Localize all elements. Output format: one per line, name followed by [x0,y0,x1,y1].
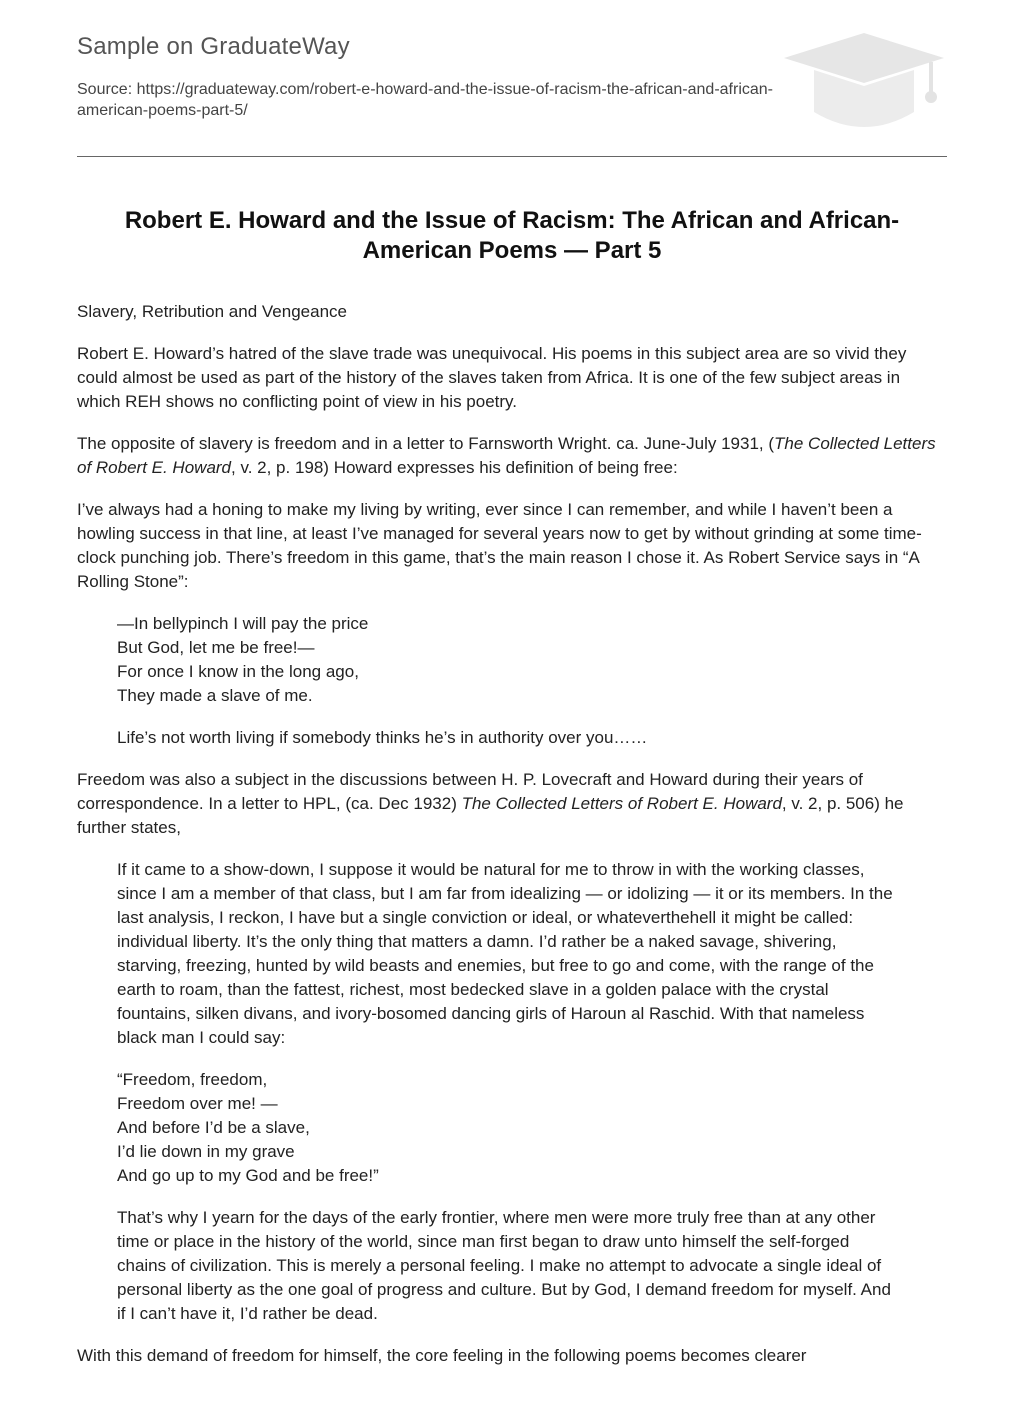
poem-line: But God, let me be free!— [117,638,315,657]
poem-line: I’d lie down in my grave [117,1142,295,1161]
paragraph-2-book-title: The Collected Letters of Robert E. Howard [77,434,936,477]
poem-line: —In bellypinch I will pay the price [117,614,369,633]
page [77,0,947,1386]
poem-line: And before I’d be a slave, [117,1118,310,1137]
paragraph-2 [77,432,947,480]
paragraph-2-text-a: The opposite of slavery is freedom and in a letter to Farnsworth Wright. ca. June-July 1931, ( [77,434,775,453]
poem-stanza-1 [117,612,902,708]
site-name: Sample on GraduateWay [77,33,350,60]
paragraph-2-text-b: , v. 2, p. 198) Howard expresses his definition of being free: [231,458,678,477]
paragraph-7: That’s why I yearn for the days of the early frontier, where men were more truly free than at any other time or place in the history of the world, since man first began to draw unto himself the self-forged chains of civilization. This is merely a personal feeling. I make no attempt to advocate a single ideal of personal liberty as the one goal of progress and culture. But by God, I demand freedom for myself. And if I can’t have it, I’d rather be dead. [117,1208,891,1323]
paragraph-5-text-b: , v. 2, p. 506) he further states, [77,794,904,837]
poem-stanza-2 [117,1068,902,1188]
article-body [77,300,947,1368]
poem-line: For once I know in the long ago, [117,662,359,681]
paragraph-8: With this demand of freedom for himself, the core feeling in the following poems becomes clearer [77,1346,807,1365]
graduation-cap-icon [781,30,947,132]
paragraph-5-text-a: Freedom was also a subject in the discussions between H. P. Lovecraft and Howard during their years of correspondence. In a letter to HPL, (ca. Dec 1932) [77,770,863,813]
paragraph-5-book-title: The Collected Letters of Robert E. Howard [461,794,782,813]
paragraph-6: If it came to a show-down, I suppose it would be natural for me to throw in with the working classes, since I am a member of that class, but I am far from idealizing — or idolizing — it or its members. In the last analysis, I reckon, I have but a single conviction or ideal, or whateverthehell it might be called: individual liberty. It’s the only thing that matters a damn. I’d rather be a naked savage, shivering, starving, freezing, hunted by wild beasts and enemies, but free to go and come, with the range of the earth to roam, than the fattest, richest, most bedecked slave in a golden palace with the crystal fountains, silken divans, and ivory-bosomed dancing girls of Haroun al Raschid. With that nameless black man I could say: [117,860,893,1047]
site-header [77,0,947,157]
paragraph-1: Robert E. Howard’s hatred of the slave trade was unequivocal. His poems in this subject area are so vivid they could almost be used as part of the history of the slaves taken from Africa. It is one of the few subject areas in which REH shows no conflicting point of view in his poetry. [77,344,907,411]
poem-line: They made a slave of me. [117,686,313,705]
poem-line: “Freedom, freedom, [117,1070,268,1089]
poem-line: Freedom over me! — [117,1094,278,1113]
paragraph-5 [77,768,947,840]
paragraph-3: I’ve always had a honing to make my living by writing, ever since I can remember, and while I haven’t been a howling success in that line, at least I’ve managed for several years now to get by without grinding at some time-clock punching job. There’s freedom in this game, that’s the main reason I chose it. As Robert Service says in “A Rolling Stone”: [77,500,922,591]
article-title: Robert E. Howard and the Issue of Racism: The African and African-American Poems — Part 5 [124,207,900,264]
poem-line: And go up to my God and be free!” [117,1166,379,1185]
paragraph-4: Life’s not worth living if somebody thinks he’s in authority over you…… [117,728,648,747]
source-link[interactable]: https://graduateway.com/robert-e-howard-and-the-issue-of-racism-the-african-and-african-american-poems-part-5/ [77,81,773,119]
source-line [77,79,777,121]
subheading: Slavery, Retribution and Vengeance [77,302,347,321]
source-label: Source: [77,81,137,98]
